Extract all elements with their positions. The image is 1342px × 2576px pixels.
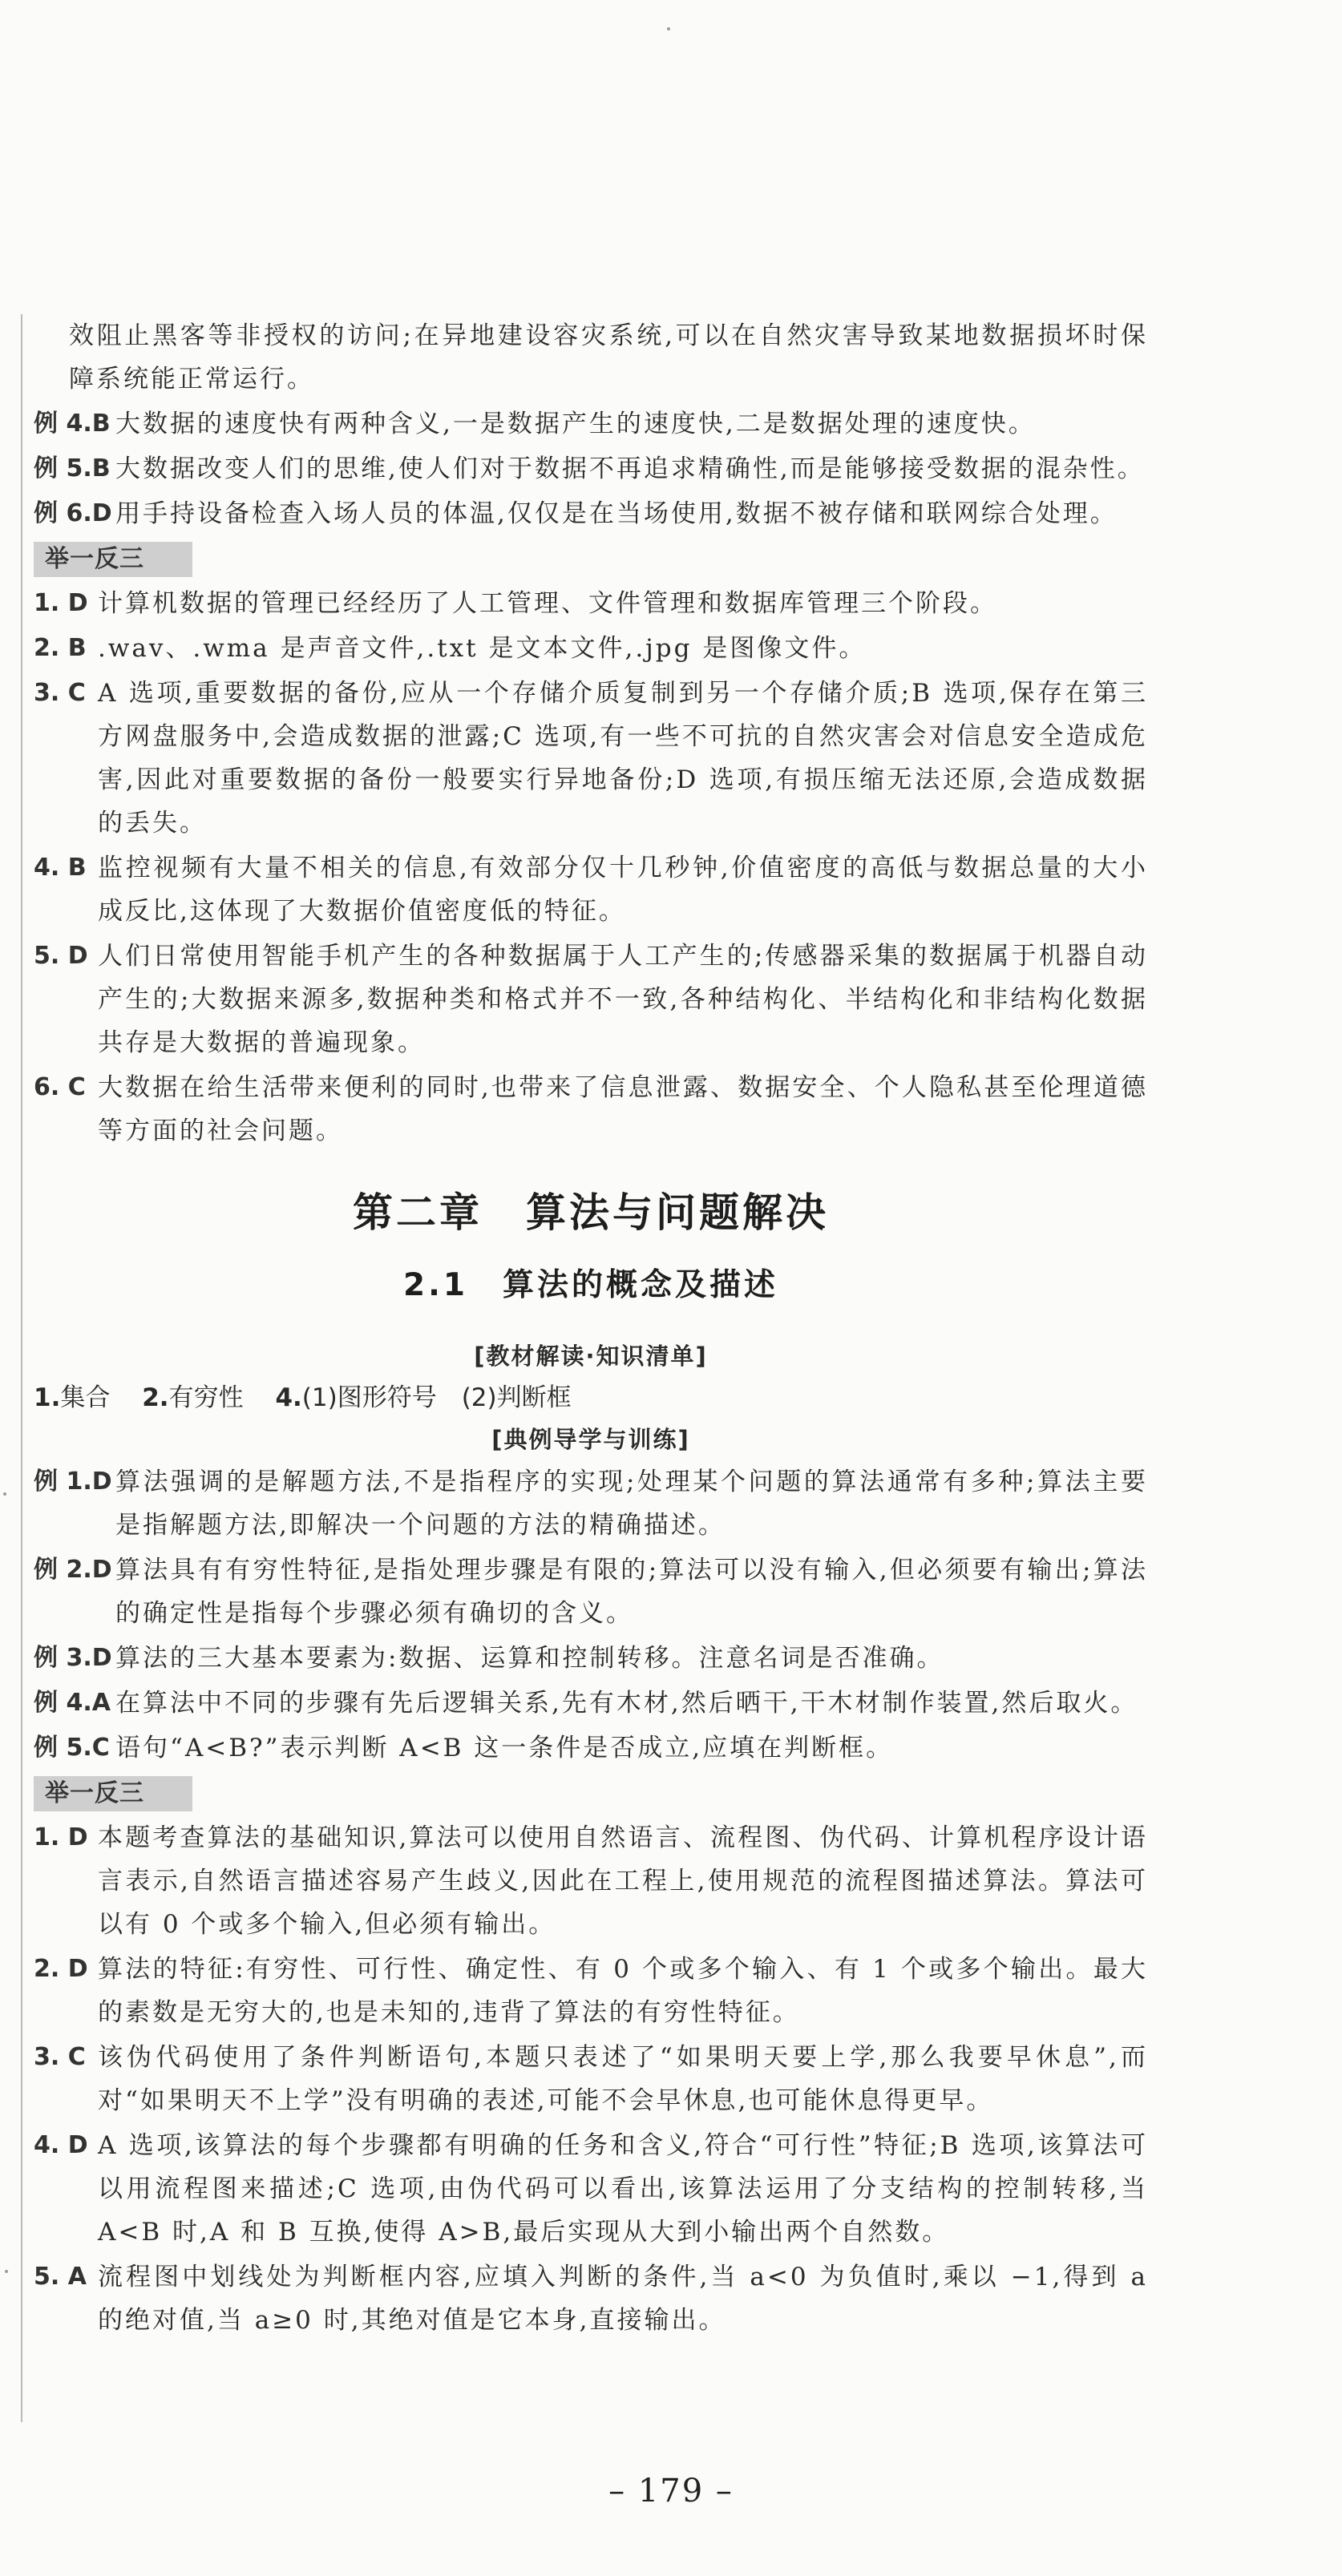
example-item (34, 1726, 1148, 1770)
example-item (34, 1637, 1148, 1680)
example-label: 例 3.D (34, 1644, 112, 1672)
practice-label: 2. D (34, 1955, 88, 1983)
practice-group-a (34, 582, 1148, 1153)
practice-item (34, 2036, 1148, 2122)
practice-text: 该伪代码使用了条件判断语句,本题只表述了“如果明天要上学,那么我要早休息”,而对“如果明天不上学”没有明确的表述,可能不会早休息,也可能休息得更早。 (98, 2043, 1148, 2115)
practice-item (34, 627, 1148, 670)
practice-text: 计算机数据的管理已经经历了人工管理、文件管理和数据库管理三个阶段。 (98, 589, 997, 618)
answer-text: 有穷性 (168, 1383, 244, 1412)
example-label: 例 4.B (34, 410, 111, 438)
example-item (34, 402, 1148, 446)
practice-label: 4. B (34, 854, 87, 882)
knowledge-answer (142, 1383, 243, 1412)
example-label: 例 5.B (34, 454, 111, 482)
answer-text: (1)图形符号 (2)判断框 (301, 1383, 572, 1412)
practice-label: 1. D (34, 589, 88, 617)
practice-label: 4. D (34, 2131, 88, 2159)
practice-label: 5. D (34, 942, 88, 970)
practice-text: 人们日常使用智能手机产生的各种数据属于人工产生的;传感器采集的数据属于机器自动产生的;大数据来源多,数据种类和格式并不一致,各种结构化、半结构化和非结构化数据共存是大数据的普遍现象。 (98, 942, 1148, 1057)
practice-text: 本题考查算法的基础知识,算法可以使用自然语言、流程图、伪代码、计算机程序设计语言表示,自然语言描述容易产生歧义,因此在工程上,使用规范的流程图描述算法。算法可以有 0 个或多个输入,但必须有输出。 (98, 1823, 1148, 1939)
example-text: 算法具有有穷性特征,是指处理步骤是有限的;算法可以没有输入,但必须要有输出;算法的确定性是指每个步骤必须有确切的含义。 (115, 1556, 1148, 1628)
answer-number: 1. (34, 1383, 61, 1412)
example-item (34, 1682, 1148, 1725)
page-number: – 179 – (608, 2473, 734, 2509)
knowledge-answer (275, 1383, 571, 1412)
examples-group-b (34, 1460, 1148, 1770)
scan-speck (3, 1492, 6, 1496)
example-text: 语句“A<B?”表示判断 A<B 这一条件是否成立,应填在判断框。 (115, 1734, 894, 1762)
answer-text: 集合 (60, 1383, 111, 1412)
practice-item (34, 935, 1148, 1064)
practice-text: 流程图中划线处为判断框内容,应填入判断的条件,当 a<0 为负值时,乘以 −1,得到 a 的绝对值,当 a≥0 时,其绝对值是它本身,直接输出。 (98, 2263, 1148, 2335)
example-label: 例 5.C (34, 1734, 110, 1762)
scan-speck (667, 27, 670, 30)
practice-text: 大数据在给生活带来便利的同时,也带来了信息泄露、数据安全、个人隐私甚至伦理道德等方面的社会问题。 (98, 1073, 1148, 1145)
practice-text: A 选项,重要数据的备份,应从一个存储介质复制到另一个存储介质;B 选项,保存在第三方网盘服务中,会造成数据的泄露;C 选项,有一些不可抗的自然灾害会对信息安全造成危害,因此对重要数据的备份一般要实行异地备份;D 选项,有损压缩无法还原,会造成数据的丢失。 (98, 679, 1148, 838)
section-label-practice: 举一反三 (34, 1776, 192, 1811)
example-item (34, 1548, 1148, 1635)
continued-paragraph: 效阻止黑客等非授权的访问;在异地建设容灾系统,可以在自然灾害导致某地数据损坏时保障系统能正常运行。 (69, 321, 1148, 394)
practice-label: 5. A (34, 2263, 87, 2291)
practice-label: 3. C (34, 2043, 86, 2071)
practice-item (34, 582, 1148, 625)
section-title: 2.1 算法的概念及描述 (402, 1267, 779, 1303)
example-label: 例 1.D (34, 1468, 112, 1496)
practice-item (34, 672, 1148, 845)
scan-speck (5, 2270, 8, 2273)
practice-item (34, 2255, 1148, 2342)
practice-text: 监控视频有大量不相关的信息,有效部分仅十几秒钟,价值密度的高低与数据总量的大小成反比,这体现了大数据价值密度低的特征。 (98, 854, 1148, 926)
chapter-title: 第二章 算法与问题解决 (353, 1189, 829, 1236)
examples-group-a (34, 402, 1148, 535)
practice-label: 3. C (34, 679, 86, 707)
margin-rule (21, 314, 22, 2422)
practice-text: 算法的特征:有穷性、可行性、确定性、有 0 个或多个输入、有 1 个或多个输出。最大的素数是无穷大的,也是未知的,违背了算法的有穷性特征。 (98, 1955, 1148, 2027)
practice-label: 6. C (34, 1073, 86, 1101)
practice-item (34, 1948, 1148, 2034)
practice-item (34, 846, 1148, 933)
practice-text: A 选项,该算法的每个步骤都有明确的任务和含义,符合“可行性”特征;B 选项,该算法可以用流程图来描述;C 选项,由伪代码可以看出,该算法运用了分支结构的控制转移,当 A<B 时,A 和 B 互换,使得 A>B,最后实现从大到小输出两个自然数。 (98, 2131, 1148, 2247)
knowledge-answer (34, 1383, 110, 1412)
practice-item (34, 2124, 1148, 2254)
page-content (34, 314, 1148, 2344)
example-item (34, 492, 1148, 535)
answer-number: 4. (275, 1383, 302, 1412)
example-text: 大数据改变人们的思维,使人们对于数据不再追求精确性,而是能够接受数据的混杂性。 (115, 454, 1145, 483)
example-text: 算法强调的是解题方法,不是指程序的实现;处理某个问题的算法通常有多种;算法主要是指解题方法,即解决一个问题的方法的精确描述。 (115, 1468, 1148, 1540)
answer-number: 2. (142, 1383, 169, 1412)
example-item (34, 1460, 1148, 1547)
example-label: 例 2.D (34, 1556, 112, 1584)
section-label-practice: 举一反三 (34, 542, 192, 577)
knowledge-answers (34, 1377, 1148, 1419)
example-label: 例 6.D (34, 499, 112, 527)
bracket-heading-examples: [典例导学与训练] (491, 1426, 690, 1453)
bracket-heading-knowledge: [教材解读·知识清单] (474, 1343, 708, 1370)
practice-label: 1. D (34, 1823, 88, 1851)
practice-item (34, 1066, 1148, 1153)
example-item (34, 447, 1148, 491)
practice-label: 2. B (34, 634, 87, 662)
example-text: 大数据的速度快有两种含义,一是数据产生的速度快,二是数据处理的速度快。 (115, 410, 1036, 438)
practice-item (34, 1816, 1148, 1946)
practice-group-b (34, 1816, 1148, 2342)
practice-text: .wav、.wma 是声音文件,.txt 是文本文件,.jpg 是图像文件。 (98, 634, 867, 663)
example-text: 在算法中不同的步骤有先后逻辑关系,先有木材,然后晒干,干木材制作装置,然后取火。 (115, 1689, 1138, 1718)
example-text: 用手持设备检查入场人员的体温,仅仅是在当场使用,数据不被存储和联网综合处理。 (115, 499, 1118, 528)
example-label: 例 4.A (34, 1689, 111, 1717)
example-text: 算法的三大基本要素为:数据、运算和控制转移。注意名词是否准确。 (115, 1644, 944, 1673)
